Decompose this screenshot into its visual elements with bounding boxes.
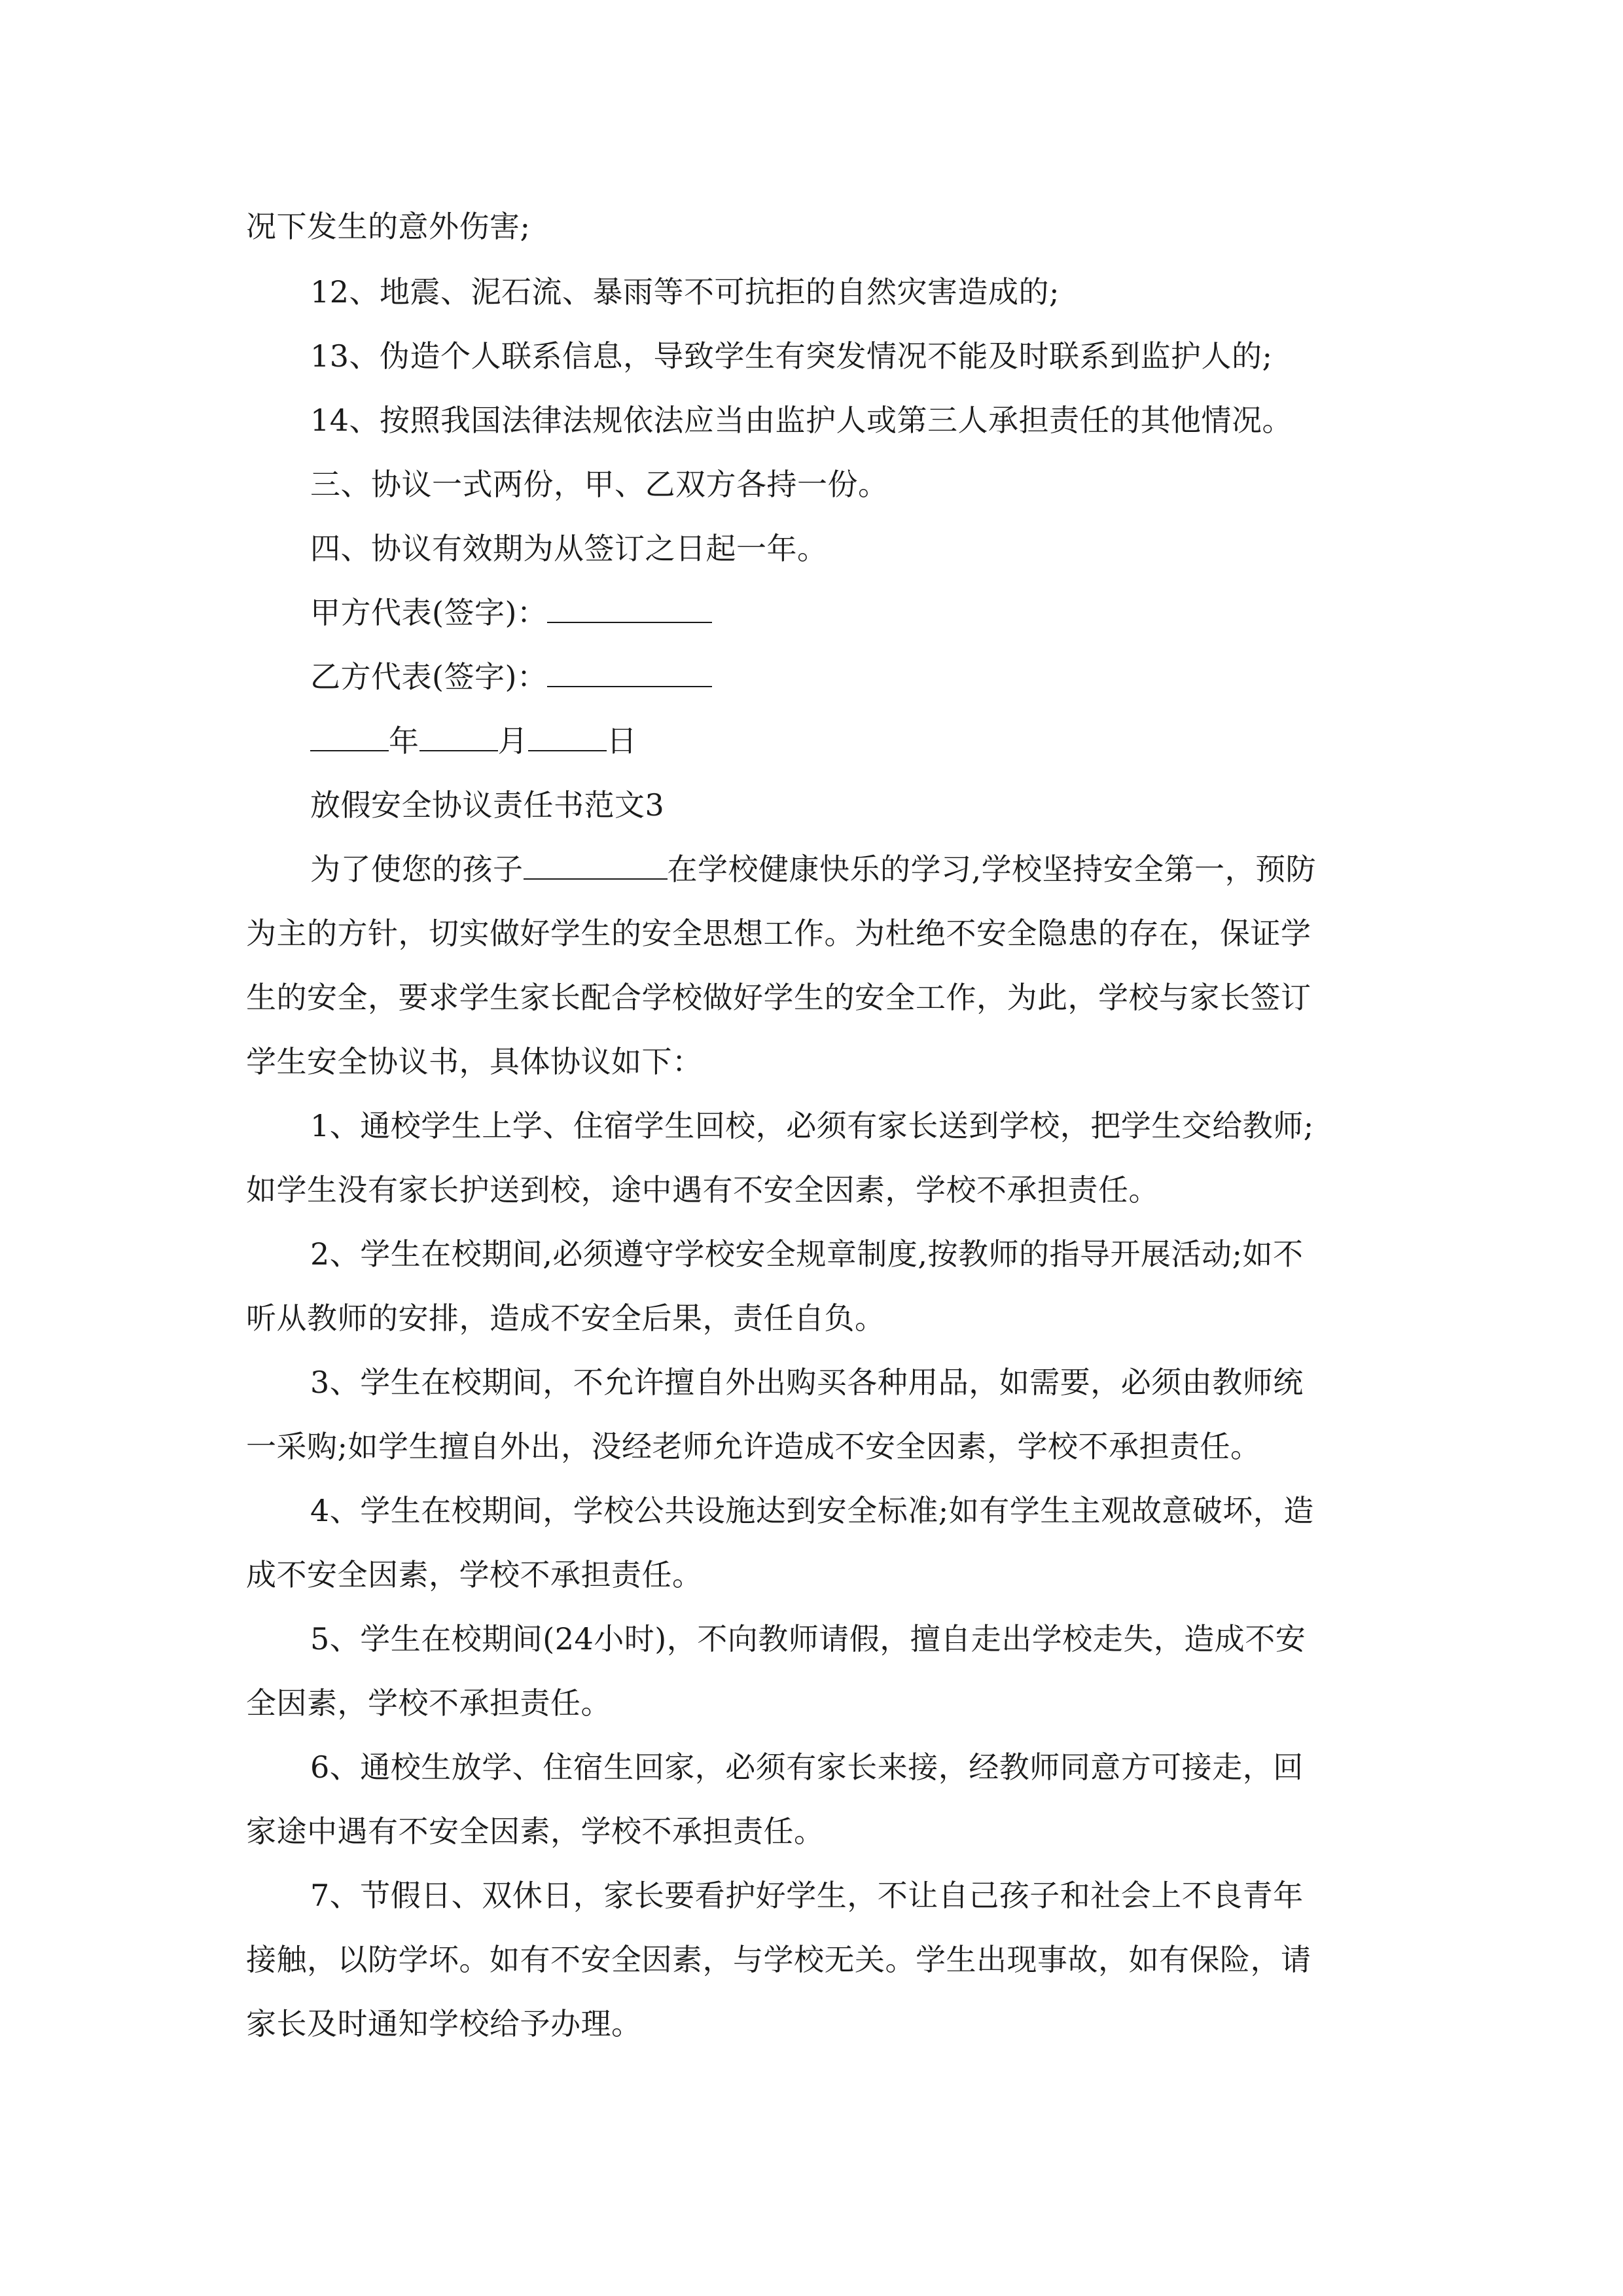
clause-13: 13、伪造个人联系信息，导致学生有突发情况不能及时联系到监护人的; <box>310 338 1273 374</box>
clause-three: 三、协议一式两份，甲、乙双方各持一份。 <box>310 467 889 502</box>
date-day-label: 日 <box>607 723 637 759</box>
clause-12: 12、地震、泥石流、暴雨等不可抗拒的自然灾害造成的; <box>310 274 1060 310</box>
intro-line-3: 生的安全，要求学生家长配合学校做好学生的安全工作，为此，学校与家长签订 <box>246 980 1311 1015</box>
clause-14: 14、按照我国法律法规依法应当由监护人或第三人承担责任的其他情况。 <box>310 403 1293 438</box>
item-1-line-2: 如学生没有家长护送到校，途中遇有不安全因素，学校不承担责任。 <box>246 1172 1159 1208</box>
intro-text-after-blank: 在学校健康快乐的学习,学校坚持安全第一，预防 <box>667 852 1317 887</box>
paragraph-line: 况下发生的意外伤害; <box>246 209 531 244</box>
date-month-label: 月 <box>497 723 528 759</box>
signature-party-b-label: 乙方代表(签字)： <box>310 659 548 694</box>
signature-party-b <box>310 657 712 696</box>
item-2-line-2: 听从教师的安排，造成不安全后果，责任自负。 <box>246 1300 885 1336</box>
item-5-line-2: 全因素，学校不承担责任。 <box>246 1685 611 1721</box>
intro-line-4: 学生安全协议书，具体协议如下： <box>246 1044 703 1079</box>
signature-party-a-label: 甲方代表(签字)： <box>310 595 548 630</box>
item-7-line-1: 7、节假日、双休日，家长要看护好学生，不让自己孩子和社会上不良青年 <box>310 1878 1304 1913</box>
signature-party-a <box>310 593 712 632</box>
intro-text-before-blank: 为了使您的孩子 <box>310 852 524 887</box>
clause-four: 四、协议有效期为从签订之日起一年。 <box>310 531 828 566</box>
item-6-line-2: 家途中遇有不安全因素，学校不承担责任。 <box>246 1814 825 1849</box>
child-name-blank <box>524 850 668 880</box>
date-year-label: 年 <box>389 723 419 759</box>
item-1-line-1: 1、通校学生上学、住宿学生回校，必须有家长送到学校，把学生交给教师; <box>310 1108 1314 1143</box>
item-7-line-2: 接触，以防学坏。如有不安全因素，与学校无关。学生出现事故，如有保险，请 <box>246 1942 1311 1977</box>
item-3-line-2: 一采购;如学生擅自外出，没经老师允许造成不安全因素，学校不承担责任。 <box>246 1429 1261 1464</box>
intro-line-2: 为主的方针，切实做好学生的安全思想工作。为杜绝不安全隐患的存在，保证学 <box>246 916 1311 951</box>
date-year-blank <box>310 721 389 751</box>
intro-line-1 <box>310 850 1316 889</box>
item-7-line-3: 家长及时通知学校给予办理。 <box>246 2006 642 2041</box>
item-2-line-1: 2、学生在校期间,必须遵守学校安全规章制度,按教师的指导开展活动;如不 <box>310 1236 1304 1272</box>
signature-date <box>310 721 637 761</box>
date-day-blank <box>528 721 607 751</box>
date-month-blank <box>419 721 498 751</box>
section-title: 放假安全协议责任书范文3 <box>310 787 665 823</box>
item-4-line-2: 成不安全因素，学校不承担责任。 <box>246 1557 703 1592</box>
signature-party-b-blank <box>547 657 712 687</box>
item-6-line-1: 6、通校生放学、住宿生回家，必须有家长来接，经教师同意方可接走，回 <box>310 1749 1304 1785</box>
item-5-line-1: 5、学生在校期间(24小时)，不向教师请假，擅自走出学校走失，造成不安 <box>310 1621 1306 1657</box>
item-4-line-1: 4、学生在校期间，学校公共设施达到安全标准;如有学生主观故意破坏，造 <box>310 1493 1314 1528</box>
signature-party-a-blank <box>547 593 712 623</box>
item-3-line-1: 3、学生在校期间，不允许擅自外出购买各种用品，如需要，必须由教师统 <box>310 1365 1304 1400</box>
